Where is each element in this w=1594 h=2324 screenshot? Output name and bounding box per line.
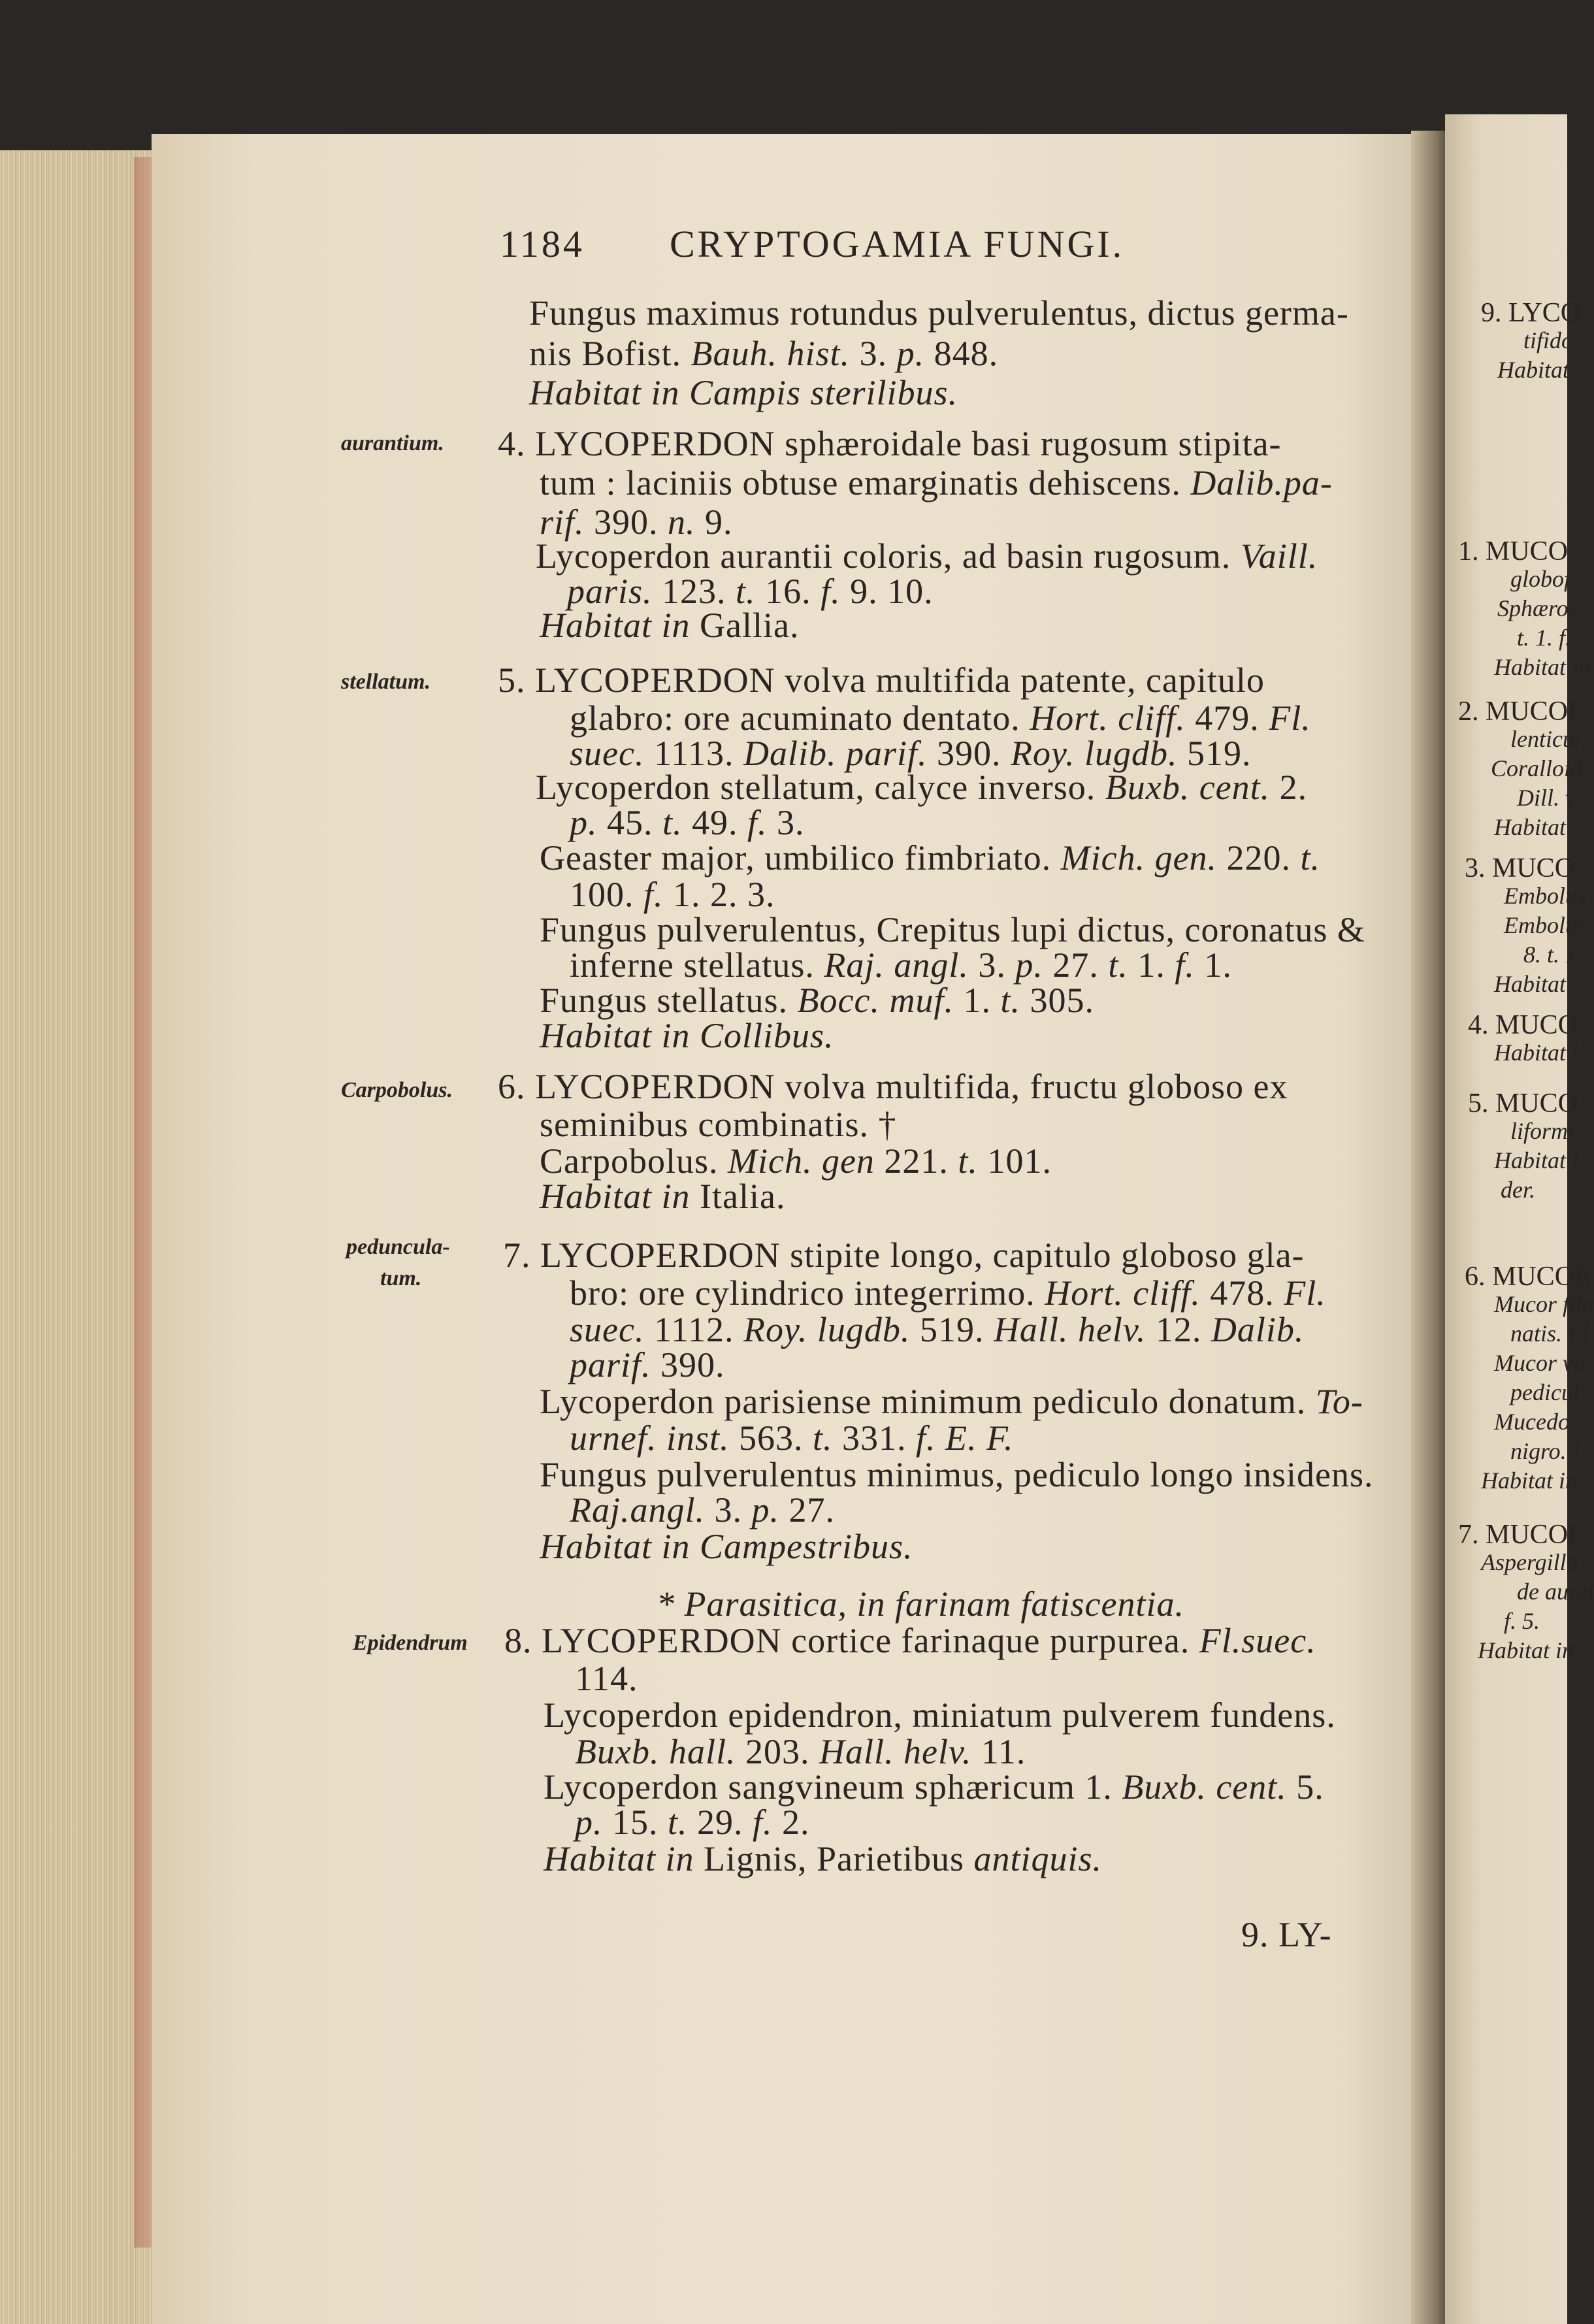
right-page-fragment: liformi: [1510, 1118, 1575, 1144]
habitat-line: Habitat in Italia.: [540, 1177, 786, 1216]
right-page-fragment: f. 5.: [1504, 1608, 1540, 1634]
right-page-fragment: Habitat in: [1481, 1467, 1578, 1494]
margin-name: pedunculа-: [346, 1235, 450, 1259]
right-page-fragment: Mucor vu: [1494, 1350, 1585, 1376]
margin-name: stellatum.: [341, 670, 431, 694]
margin-name: tum.: [380, 1266, 422, 1290]
margin-name: Epidendrum: [353, 1631, 468, 1655]
text-line: urnef. inst. 563. t. 331. f. E. F.: [570, 1418, 1014, 1458]
right-page-fragment: 6. MUCOR: [1465, 1262, 1593, 1292]
right-page-fragment: der.: [1501, 1177, 1535, 1203]
text-line: nis Bofist. Bauh. hist. 3. p. 848.: [529, 334, 999, 373]
section-heading: * Parasitica, in farinam fatiscentia.: [657, 1584, 1184, 1624]
background-dark: [0, 0, 1567, 150]
text-line: 114.: [575, 1659, 638, 1698]
right-page-fragment: 3. MUCO: [1465, 853, 1575, 883]
text-line: Fungus pulverulentus, Crepitus lupi dictus, coronatus &: [540, 910, 1365, 949]
catchword: 9. LY-: [1241, 1915, 1332, 1954]
right-page-fragment: Habitat in: [1494, 654, 1591, 680]
species-heading: 5. LYCOPERDON volva multifida patente, capitulo: [498, 661, 1265, 700]
species-heading: 6. LYCOPERDON volva multifida, fructu globoso ex: [498, 1067, 1288, 1106]
text-line: Lycoperdon parisiense minimum pediculo donatum. To-: [540, 1382, 1363, 1421]
text-line: Buxb. hall. 203. Hall. helv. 11.: [575, 1732, 1026, 1771]
right-page-fragment: 7. MUCOI: [1458, 1520, 1578, 1550]
red-page-edge: [134, 157, 152, 2248]
text-line: Lycoperdon sangvineum sphæricum 1. Buxb. cent. 5.: [544, 1767, 1324, 1807]
text-line: Lycoperdon aurantii coloris, ad basin rugosum. Vaill.: [536, 536, 1318, 576]
right-page-fragment: Mucedo: [1494, 1409, 1570, 1435]
right-page-fragment: Sphæroc: [1497, 595, 1579, 621]
right-page-fragment: Embolus: [1504, 912, 1586, 938]
text-line: p. 45. t. 49. f. 3.: [570, 803, 805, 842]
right-page-fragment: Habitat l: [1494, 1039, 1579, 1066]
right-page-fragment: pedicul: [1510, 1379, 1580, 1405]
text-line: suec. 1112. Roy. lugdb. 519. Hall. helv. 12. Dalib.: [570, 1310, 1305, 1349]
right-page-fragment: 2. MUCOI: [1458, 696, 1578, 727]
text-line: Carpobolus. Mich. gen 221. t. 101.: [540, 1141, 1052, 1181]
right-page-fragment: Mucor fila: [1494, 1291, 1594, 1317]
running-title: CRYPTOGAMIA FUNGI.: [670, 223, 1125, 265]
right-page-fragment: nigro. I: [1510, 1438, 1580, 1464]
right-page-fragment: Dill. v: [1517, 785, 1576, 811]
text-line: Lycoperdon stellatum, calyce inverso. Buxb. cent. 2.: [536, 768, 1308, 807]
margin-name: aurantium.: [341, 431, 444, 455]
text-line: Lycoperdon epidendron, miniatum pulverem fundens.: [544, 1695, 1336, 1735]
text-line: Geaster major, umbilico fimbriato. Mich. gen. 220. t.: [540, 838, 1321, 877]
species-heading: 4. LYCOPERDON sphæroidale basi rugosum stipita-: [498, 424, 1282, 463]
right-page-fragment: Habitat: [1494, 971, 1567, 997]
right-page: [1445, 114, 1594, 2324]
habitat-line: Habitat in Lignis, Parietibus antiquis.: [544, 1839, 1103, 1878]
right-page-fragment: Habitat: [1494, 814, 1567, 840]
right-page-fragment: 4. MUCO: [1468, 1010, 1578, 1040]
habitat-line: Habitat in Collibus.: [540, 1016, 834, 1055]
right-page-fragment: globof: [1510, 566, 1571, 592]
right-page-fragment: 5. MUCO: [1468, 1088, 1578, 1119]
right-page-fragment: natis. Fl: [1510, 1320, 1589, 1347]
text-line: 100. f. 1. 2. 3.: [570, 875, 775, 914]
habitat-line: Habitat in Campis sterilibus.: [529, 373, 958, 412]
text-line: Raj.angl. 3. p. 27.: [570, 1490, 835, 1530]
text-line: bro: ore cylindrico integerrimo. Hort. cliff. 478. Fl.: [570, 1273, 1326, 1313]
text-line: seminibus combinatis. †: [540, 1105, 897, 1144]
text-line: paris. 123. t. 16. f. 9. 10.: [567, 572, 934, 611]
text-line: tum : laciniis obtuse emarginatis dehiscens. Dalib.pa-: [540, 463, 1333, 502]
right-page-fragment: t. 1. f.: [1517, 625, 1572, 651]
right-page-fragment: lenticul: [1510, 726, 1581, 752]
book-page-edges: [0, 150, 154, 2324]
text-line: Fungus pulverulentus minimus, pediculo longo insidens.: [540, 1455, 1374, 1494]
right-page-fragment: 8. t. 1: [1523, 941, 1578, 968]
page-number: 1184: [500, 223, 585, 265]
text-line: inferne stellatus. Raj. angl. 3. p. 27. t. 1. f. 1.: [570, 945, 1232, 985]
margin-name: Carpobolus.: [341, 1078, 453, 1102]
right-page-fragment: Coralloid: [1491, 755, 1583, 781]
right-page-fragment: Habitat in: [1478, 1637, 1574, 1663]
right-page-fragment: tifido: [1523, 327, 1574, 353]
book-gutter: [1411, 131, 1450, 2324]
text-line: parif. 390.: [570, 1345, 725, 1384]
right-page-fragment: Habitat: [1497, 357, 1570, 383]
right-page-fragment: Habitat i: [1494, 1147, 1579, 1173]
text-line: p. 15. t. 29. f. 2.: [575, 1803, 810, 1842]
text-line: glabro: ore acuminato dentato. Hort. cliff. 479. Fl.: [570, 698, 1311, 738]
right-page-fragment: 9. LYCO: [1481, 298, 1581, 328]
text-line: suec. 1113. Dalib. parif. 390. Roy. lugdb. 519.: [570, 734, 1252, 773]
species-heading: 8. LYCOPERDON cortice farinaque purpurea. Fl.suec.: [504, 1621, 1316, 1660]
species-heading: 7. LYCOPERDON stipite longo, capitulo globoso gla-: [503, 1236, 1305, 1275]
right-page-fragment: Aspergillu: [1481, 1549, 1578, 1575]
text-line: Fungus stellatus. Bocc. muf. 1. t. 305.: [540, 981, 1094, 1020]
text-line: Fungus maximus rotundus pulverulentus, dictus germa-: [529, 293, 1349, 333]
right-page-fragment: Embolus: [1504, 883, 1586, 909]
right-page-fragment: 1. MUCO: [1458, 536, 1569, 566]
right-page-fragment: de aurei: [1517, 1579, 1594, 1605]
habitat-line: Habitat in Gallia.: [540, 606, 800, 645]
text-line: rif. 390. n. 9.: [540, 502, 733, 542]
habitat-line: Habitat in Campestribus.: [540, 1527, 913, 1566]
